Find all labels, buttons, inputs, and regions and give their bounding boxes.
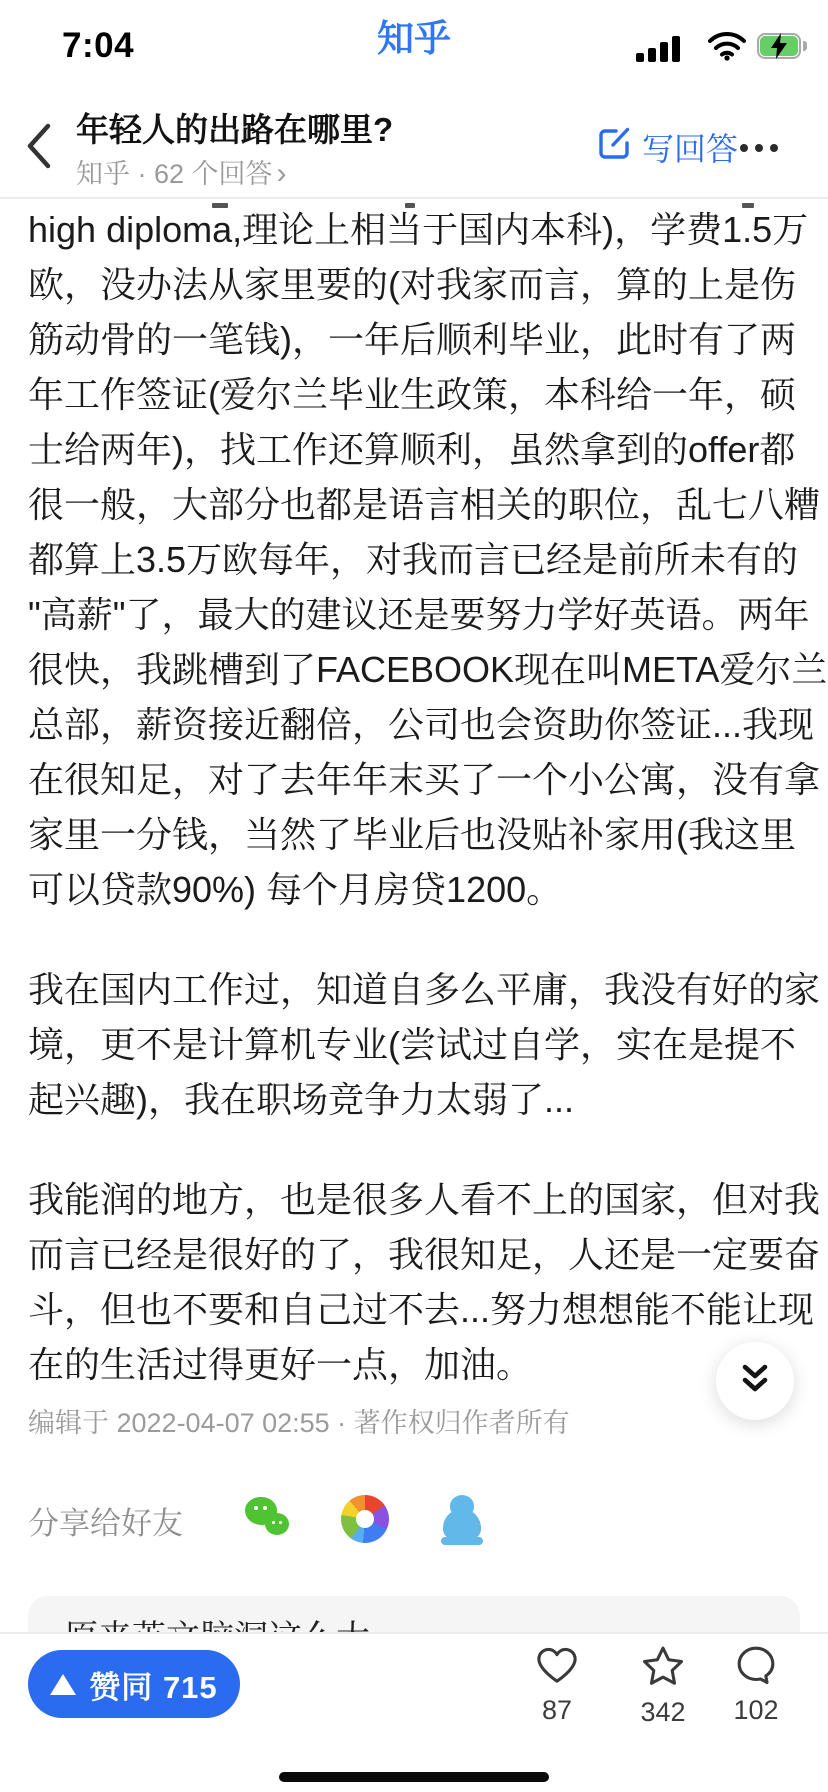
battery-charging-icon <box>757 33 807 59</box>
text-line: 家里一分钱，当然了毕业后也没贴补家用(我这里 <box>28 814 796 855</box>
bottom-action-bar <box>0 1632 828 1792</box>
moments-share-button[interactable] <box>341 1495 391 1545</box>
text-line: 在的生活过得更好一点，加油。 <box>28 1344 533 1385</box>
answer-body <box>28 202 828 1437</box>
text-line: 而言已经是很好的了，我很知足，人还是一定要奋 <box>28 1234 821 1275</box>
heart-icon <box>535 1673 579 1690</box>
text-line: 总部，薪资接近翻倍，公司也会资助你签证...我现 <box>28 704 815 745</box>
edit-timestamp: 编辑于 2022-04-07 02:55 · 著作权归作者所有 <box>28 1408 570 1438</box>
like-count: 87 <box>541 1695 573 1725</box>
text-line: 我能润的地方，也是很多人看不上的国家，但对我 <box>28 1179 821 1220</box>
comment-count: 102 <box>733 1695 779 1725</box>
text-line: 筋动骨的一笔钱)，一年后顺利毕业，此时有了两 <box>28 319 796 360</box>
qq-share-button[interactable] <box>437 1495 487 1545</box>
text-line: 都算上3.5万欧每年，对我而言已经是前所未有的 <box>28 539 799 580</box>
wifi-icon <box>708 31 746 66</box>
like-button[interactable] <box>512 1644 602 1726</box>
comment-button[interactable] <box>711 1644 801 1726</box>
share-row <box>28 1492 800 1548</box>
comment-bubble-icon <box>734 1673 778 1690</box>
text-line: 在很知足，对了去年年末买了一个小公寓，没有拿 <box>28 759 821 800</box>
wechat-share-button[interactable] <box>245 1495 295 1545</box>
more-options-button[interactable] <box>740 144 778 152</box>
star-icon <box>640 1675 686 1692</box>
back-button[interactable] <box>22 120 66 172</box>
share-label: 分享给好友 <box>28 1505 183 1541</box>
favorite-button[interactable] <box>618 1644 708 1728</box>
upvote-triangle-icon <box>50 1674 76 1695</box>
status-app-title: 知乎 <box>377 18 451 59</box>
collapse-answer-button[interactable] <box>716 1342 794 1420</box>
text-line: 很一般，大部分也都是语言相关的职位，乱七八糟 <box>28 484 821 525</box>
text-line: 年工作签证(爱尔兰毕业生政策，本科给一年，硕 <box>28 374 796 415</box>
question-title: 年轻人的出路在哪里? <box>76 111 394 148</box>
write-answer-label: 写回答 <box>642 131 739 167</box>
compose-icon <box>596 124 634 170</box>
text-line: 可以贷款90%) 每个月房贷1200。 <box>28 869 563 910</box>
paragraph <box>28 202 828 917</box>
status-bar <box>0 0 828 96</box>
text-line: 士给两年)，找工作还算顺利，虽然拿到的offer都 <box>28 429 796 470</box>
chevron-right-icon: › <box>276 157 287 190</box>
home-indicator[interactable] <box>279 1772 549 1782</box>
paragraph <box>28 962 821 1127</box>
text-line: 欧，没办法从家里要的(对我家而言，算的上是伤 <box>28 264 796 305</box>
header-divider <box>0 197 828 199</box>
text-line: high diploma,理论上相当于国内本科)，学费1.5万 <box>28 209 809 250</box>
moments-icon <box>341 1495 389 1543</box>
write-answer-button[interactable] <box>596 124 738 170</box>
text-line: 我在国内工作过，知道自多么平庸，我没有好的家 <box>28 969 821 1010</box>
cellular-signal-icon <box>636 36 698 62</box>
upvote-button[interactable]: 赞同 715 <box>28 1650 240 1718</box>
text-line: 斗，但也不要和自己过不去...努力想想能不能让现 <box>28 1289 815 1330</box>
text-line: 很快，我跳槽到了FACEBOOK现在叫META爱尔兰 <box>28 649 828 690</box>
double-chevron-down-icon <box>737 1361 773 1402</box>
question-subtitle[interactable]: 知乎 · 62 个回答 › <box>76 157 287 190</box>
clock: 7:04 <box>62 26 135 65</box>
favorite-count: 342 <box>640 1697 686 1727</box>
paragraph <box>28 1172 821 1392</box>
text-line: "高薪"了，最大的建议还是要努力学好英语。两年 <box>28 594 810 635</box>
text-line: 境，更不是计算机专业(尝试过自学，实在是提不 <box>28 1024 796 1065</box>
question-header <box>0 96 828 198</box>
text-line: 起兴趣)，我在职场竞争力太弱了... <box>28 1079 574 1120</box>
qq-icon <box>441 1495 483 1545</box>
